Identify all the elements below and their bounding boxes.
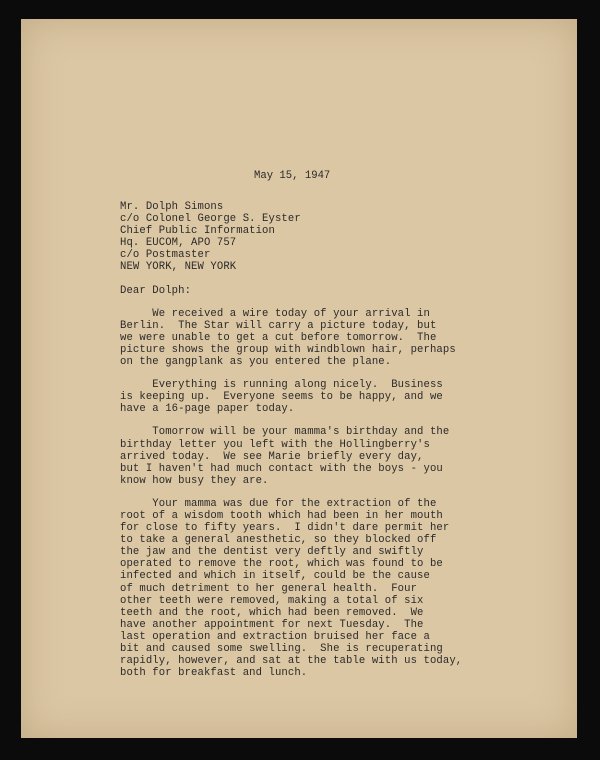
letter-body bbox=[120, 149, 540, 679]
paragraph-line: have another appointment for next Tuesday. The bbox=[120, 618, 424, 631]
paragraph-2 bbox=[120, 379, 540, 415]
paragraph-line: know how busy they are. bbox=[120, 474, 269, 487]
paragraph-line: bit and caused some swelling. She is recuperating bbox=[120, 643, 443, 655]
paragraph-line: We received a wire today of your arrival in bbox=[120, 307, 430, 320]
paragraph-4 bbox=[120, 498, 540, 679]
address-line: c/o Colonel George S. Eyster bbox=[120, 213, 301, 226]
paragraph-line: both for breakfast and lunch. bbox=[120, 667, 308, 680]
address-line: Chief Public Information bbox=[120, 225, 275, 238]
paragraph-line: have a 16-page paper today. bbox=[120, 403, 295, 416]
paragraph-line: Everything is running along nicely. Business bbox=[120, 379, 443, 392]
salutation: Dear Dolph: bbox=[120, 284, 192, 297]
paragraph-line: Your mamma was due for the extraction of the bbox=[120, 497, 437, 510]
paragraph-line: operated to remove the root, which was found to be bbox=[120, 558, 443, 571]
paragraph-line: for close to fifty years. I didn't dare permit her bbox=[120, 522, 450, 535]
letter-date: May 15, 1947 bbox=[254, 170, 331, 182]
paragraph-line: root of a wisdom tooth which had been in her mouth bbox=[120, 509, 443, 522]
paragraph-line: Tomorrow will be your mamma's birthday and the bbox=[120, 426, 450, 439]
paragraph-line: to take a general anesthetic, so they blocked off bbox=[120, 534, 437, 547]
paragraph-line: we were unable to get a cut before tomorrow. The bbox=[120, 331, 437, 344]
paragraph-line: rapidly, however, and sat at the table with us today, bbox=[120, 655, 463, 668]
address-line: Mr. Dolph Simons bbox=[120, 201, 224, 213]
paragraph-line: on the gangplank as you entered the plane. bbox=[120, 356, 392, 369]
paragraph-line: last operation and extraction bruised her face a bbox=[120, 630, 430, 643]
paragraph-line: of much detriment to her general health. Four bbox=[120, 582, 418, 595]
paragraph-line: the jaw and the dentist very deftly and swiftly bbox=[120, 546, 424, 559]
paragraph-line: picture shows the group with windblown hair, perhaps bbox=[120, 343, 456, 356]
recipient-address bbox=[120, 201, 540, 274]
paragraph-line: is keeping up. Everyone seems to be happy, and we bbox=[120, 391, 443, 404]
paragraph-line: but I haven't had much contact with the boys - you bbox=[120, 462, 443, 475]
paragraph-line: Berlin. The Star will carry a picture today, but bbox=[120, 319, 437, 332]
paragraph-line: infected and which in itself, could be the cause bbox=[120, 570, 430, 583]
paragraph-line: arrived today. We see Marie briefly every day, bbox=[120, 450, 424, 463]
address-line: NEW YORK, NEW YORK bbox=[120, 261, 237, 274]
address-line: c/o Postmaster bbox=[120, 249, 211, 262]
paragraph-1 bbox=[120, 308, 540, 368]
paragraph-3 bbox=[120, 426, 540, 486]
paragraph-line: birthday letter you left with the Hollingberry's bbox=[120, 438, 430, 451]
paragraph-line: other teeth were removed, making a total of six bbox=[120, 594, 424, 607]
address-line: Hq. EUCOM, APO 757 bbox=[120, 237, 237, 250]
paragraph-line: teeth and the root, which had been removed. We bbox=[120, 606, 424, 619]
